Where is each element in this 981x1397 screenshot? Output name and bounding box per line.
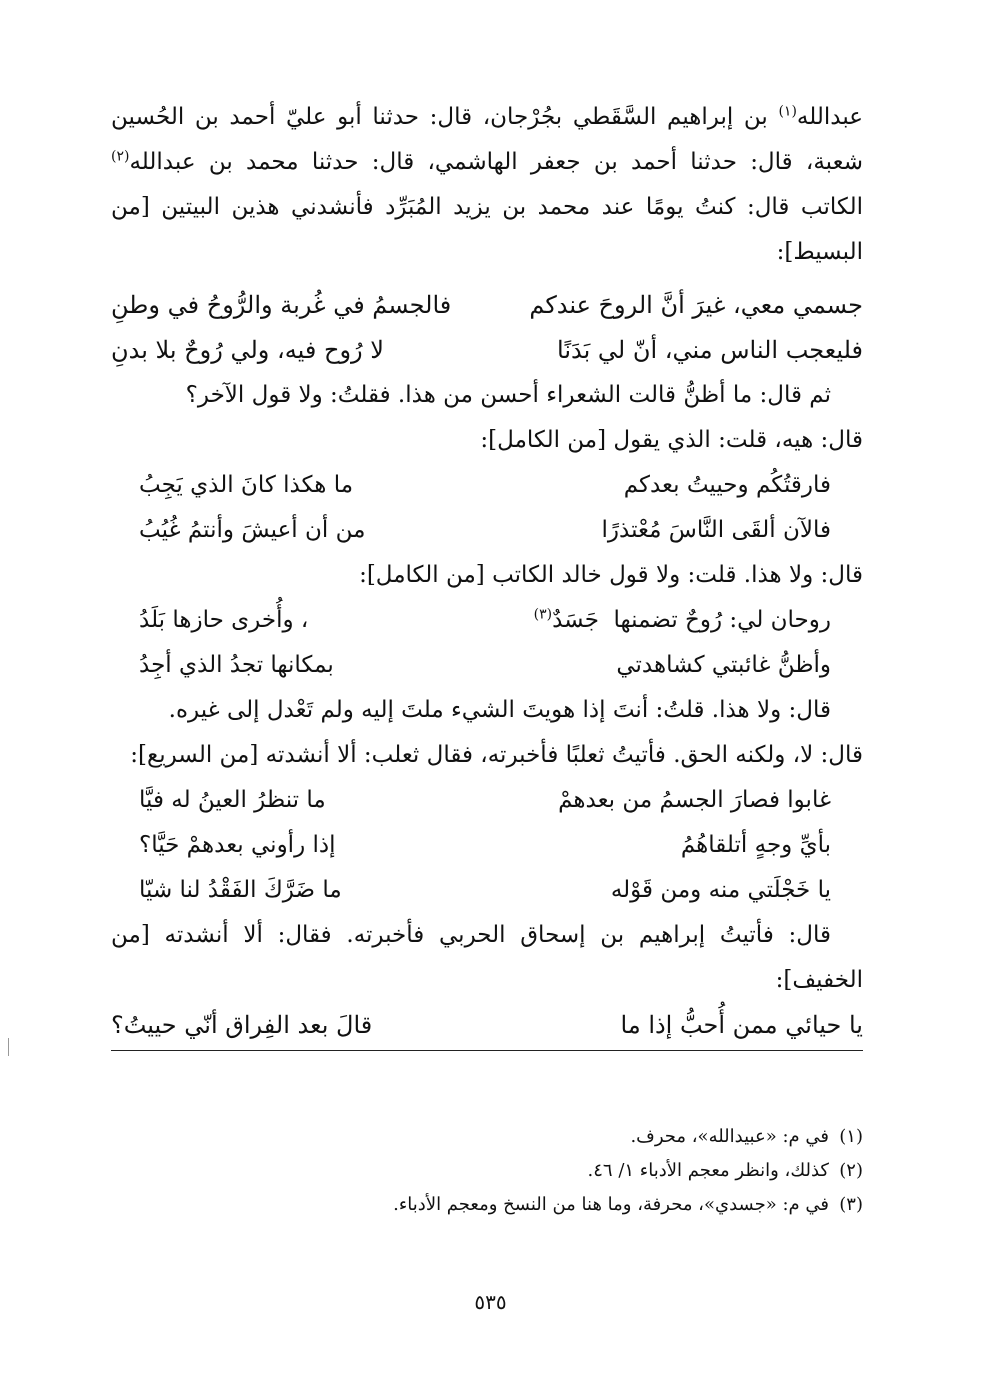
verse-line bbox=[139, 868, 831, 913]
footnote-number: (٢) bbox=[839, 1160, 863, 1181]
main-text bbox=[111, 95, 863, 1051]
verse-line bbox=[139, 463, 831, 508]
scan-mark bbox=[8, 1038, 9, 1056]
hemistich-first: وأظنُّ غائبتي كشاهدتي bbox=[616, 652, 831, 678]
text-span: روحان لي: رُوحٌ تضمنها bbox=[613, 607, 831, 633]
verse-line bbox=[139, 643, 831, 688]
footnote-marker-2: (٢) bbox=[111, 148, 130, 165]
hemistich-second: ما ضَرَّكَ الفَقْدُ لنا شيّا bbox=[139, 877, 342, 903]
hemistich-first bbox=[534, 598, 831, 643]
footnote-text: في م: «جسدي»، محرفة، وما هنا من النسخ ومعجم الأدباء. bbox=[393, 1194, 829, 1215]
hemistich-first: بأيِّ وجهٍ أتلقاهُمُ bbox=[680, 832, 831, 858]
footnote-number: (١) bbox=[839, 1126, 863, 1147]
footnote-marker-3: (٣) bbox=[533, 606, 553, 623]
footnotes bbox=[111, 1120, 863, 1222]
prose-line: قال: فأتيتُ إبراهيم بن إسحاق الحربي فأخبرته. فقال: ألا أنشدته [من الخفيف]: bbox=[111, 922, 863, 993]
verse-line bbox=[139, 508, 831, 553]
hemistich-first: فارقتُكُم وحييتُ بعدكم bbox=[623, 472, 831, 498]
text-span: الكاتب قال: كنتُ يومًا عند محمد بن يزيد المُبَرِّد فأنشدني هذين البيتين [من البسيط]: bbox=[111, 194, 863, 265]
hemistich-first: فليعجب الناس مني، أنّ لي بَدَنًا bbox=[557, 336, 863, 364]
hemistich-first: فالآن ألقَى النَّاسَ مُعْتذرًا bbox=[601, 517, 831, 543]
text-span: بن إبراهيم السَّقَطي بجُرْجان، قال: حدثنا أبو عليّ أحمد بن الحُسين شعبة، قال: حدثنا أحمد بن جعفر الهاشمي، قال: حدثنا محمد بن عبدالله bbox=[111, 104, 863, 175]
footnote-item bbox=[111, 1120, 863, 1154]
verse-line bbox=[111, 283, 863, 328]
hemistich-second: لا رُوح فيه، ولي رُوحٌ بلا بدنِ bbox=[111, 336, 384, 364]
hemistich-second: إذا رأوني بعدهمْ حَيَّا؟ bbox=[139, 832, 336, 858]
prose-line: قال: ولا هذا. قلت: ولا قول خالد الكاتب [من الكامل]: bbox=[359, 562, 863, 588]
verse-line bbox=[139, 598, 831, 643]
prose-line: ثم قال: ما أظنُّ قالت الشعراء أحسن من هذا. فقلتُ: ولا قول الآخر؟ bbox=[185, 382, 831, 408]
hemistich-second: ما تنظرُ العينُ له فيَّا bbox=[139, 787, 326, 813]
hemistich-second: بمكانها تجدُ الذي أجِدُ bbox=[139, 652, 334, 678]
text-span: جَسَدٌ bbox=[552, 607, 599, 633]
footnote-item bbox=[111, 1188, 863, 1222]
prose-line: قال: ولا هذا. قلتُ: أنتَ إذا هويتَ الشيء ملتَ إليه ولم تَعْدل إلى غيره. bbox=[168, 697, 831, 723]
footnote-item bbox=[111, 1154, 863, 1188]
text-span: عبدالله bbox=[796, 104, 863, 130]
prose-line: قال: هيه، قلت: الذي يقول [من الكامل]: bbox=[480, 427, 863, 453]
verse-line bbox=[111, 328, 863, 373]
prose-line: قال: لا، ولكنه الحق. فأتيتُ ثعلبًا فأخبرته، فقال ثعلب: ألا أنشدته [من السريع]: bbox=[130, 742, 863, 768]
hemistich-first: جسمي معي، غيرَ أنَّ الروحَ عندكم bbox=[529, 291, 863, 319]
footnote-separator bbox=[111, 1050, 863, 1051]
opening-paragraph bbox=[111, 95, 863, 275]
footnote-text: كذلك، وانظر معجم الأدباء ١/ ٤٦. bbox=[587, 1160, 829, 1181]
hemistich-second: ، وأُخرى حازها بَلَدُ bbox=[139, 607, 309, 633]
hemistich-second: فالجسمُ في غُربة والرُّوحُ في وطنِ bbox=[111, 291, 452, 319]
hemistich-second: ما هكذا كانَ الذي يَجِبُ bbox=[139, 472, 354, 498]
hemistich-second: من أن أعيشَ وأنتمُ غُيُبُ bbox=[139, 517, 366, 543]
hemistich-first: يا حيائي ممن أُحبُّ إذا ما bbox=[620, 1011, 863, 1039]
verse-line bbox=[139, 823, 831, 868]
page-number: ٥٣٥ bbox=[474, 1290, 507, 1314]
footnote-text: في م: «عبيدالله»، محرف. bbox=[630, 1126, 829, 1147]
verse-line bbox=[139, 778, 831, 823]
hemistich-first: يا خَجْلَتي منه ومن قَوْله bbox=[610, 877, 831, 903]
hemistich-second: قالَ بعد الفِراق أنّي حييتُ؟ bbox=[111, 1011, 373, 1039]
verse-line bbox=[111, 1003, 863, 1048]
footnote-marker-1: (١) bbox=[778, 103, 797, 120]
footnote-number: (٣) bbox=[839, 1194, 863, 1215]
hemistich-first: غابوا فصارَ الجسمُ من بعدهمْ bbox=[558, 787, 831, 813]
